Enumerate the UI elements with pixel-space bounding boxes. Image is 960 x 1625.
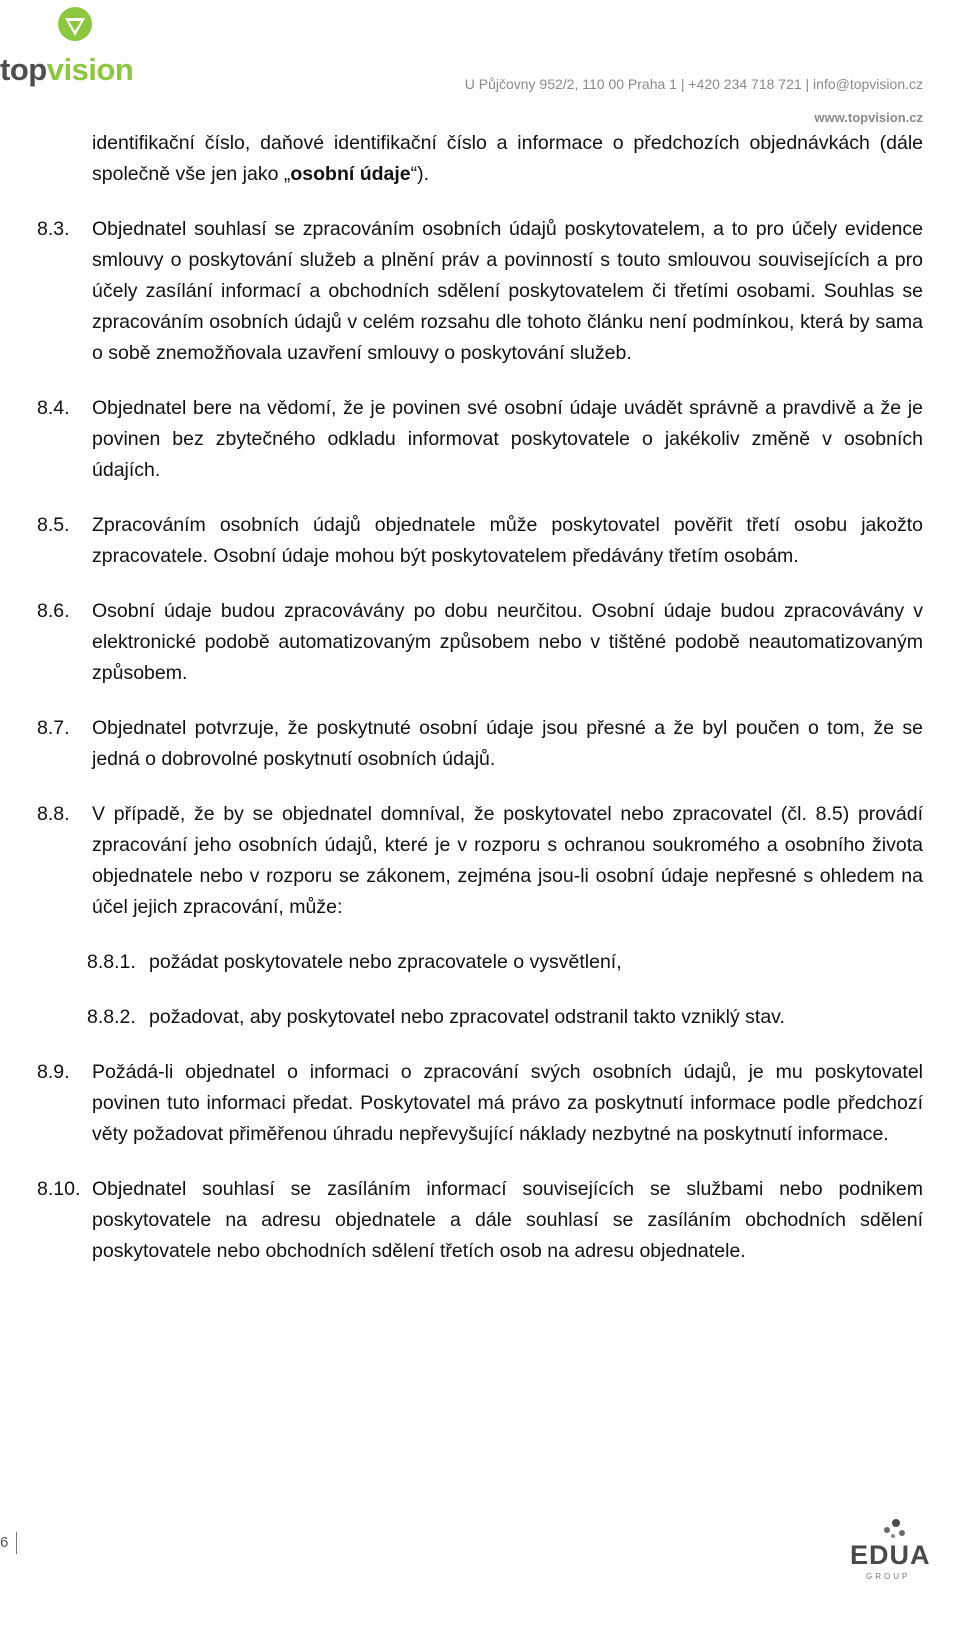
paragraph-number: 8.6. bbox=[37, 600, 70, 622]
page-number-text: 6 bbox=[0, 1533, 9, 1551]
paragraph-8-3 bbox=[37, 214, 923, 369]
edua-logo-mark-icon bbox=[862, 1518, 912, 1540]
page-number bbox=[0, 1532, 17, 1554]
document-body bbox=[37, 128, 923, 1291]
header-website: www.topvision.cz bbox=[814, 110, 923, 125]
paragraph-text: Osobní údaje budou zpracovávány po dobu neurčitou. Osobní údaje budou zpracovávány v elektronické podobě automatizovaným způsobem nebo v tištěné podobě neautomatizovaným způsobem. bbox=[92, 600, 923, 684]
intro-continuation bbox=[37, 128, 923, 190]
intro-text-end: “). bbox=[410, 163, 430, 185]
edua-group-text: GROUP bbox=[866, 1572, 911, 1581]
paragraph-8-8 bbox=[37, 799, 923, 923]
paragraph-8-4 bbox=[37, 393, 923, 486]
paragraph-8-7 bbox=[37, 713, 923, 775]
logo-wordmark bbox=[0, 54, 133, 85]
edua-logo-text: EDUA bbox=[850, 1540, 931, 1570]
header-address: U Půjčovny 952/2, 110 00 Praha 1 | +420 234 718 721 | info@topvision.cz bbox=[464, 76, 923, 92]
paragraph-8-6 bbox=[37, 596, 923, 689]
paragraph-8-9 bbox=[37, 1057, 923, 1150]
paragraph-text: Zpracováním osobních údajů objednatele může poskytovatel pověřit třetí osobu jakožto zpracovatele. Osobní údaje mohou být poskytovatelem předávány třetím osobám. bbox=[92, 514, 923, 567]
logo-top-text: top bbox=[0, 52, 47, 87]
subitem-text: požádat poskytovatele nebo zpracovatele o vysvětlení, bbox=[149, 951, 622, 973]
topvision-logo-mark-icon bbox=[57, 6, 93, 42]
paragraph-text: Objednatel potvrzuje, že poskytnuté osobní údaje jsou přesné a že byl poučen o tom, že se jedná o dobrovolné poskytnutí osobních údajů. bbox=[92, 717, 923, 770]
paragraph-text: Požádá-li objednatel o informaci o zpracování svých osobních údajů, je mu poskytovatel povinen tuto informaci předat. Poskytovatel má právo za poskytnutí informace podle předchozí věty požadovat přiměřenou úhradu nepřevyšující náklady nezbytné na poskytnutí informace. bbox=[92, 1061, 923, 1145]
intro-text: identifikační číslo, daňové identifikační číslo a informace o předchozích objednávkách (dále společně vše jen jako „ bbox=[92, 132, 923, 185]
paragraph-number: 8.8. bbox=[37, 803, 70, 825]
paragraph-text: Objednatel souhlasí se zasíláním informací souvisejících se službami nebo podnikem poskytovatele na adresu objednatele a dále souhlasí se zasíláním obchodních sdělení poskytovatele nebo obchodních sdělení třetích osob na adresu objednatele. bbox=[92, 1178, 923, 1262]
intro-bold-term: osobní údaje bbox=[290, 163, 411, 185]
paragraph-number: 8.3. bbox=[37, 218, 70, 240]
paragraph-number: 8.4. bbox=[37, 397, 70, 419]
topvision-logo bbox=[0, 2, 145, 90]
paragraph-number: 8.10. bbox=[37, 1178, 81, 1200]
paragraph-text: Objednatel bere na vědomí, že je povinen své osobní údaje uvádět správně a pravdivě a že je povinen bez zbytečného odkladu informovat poskytovatele o jakékoliv změně v osobních údajích. bbox=[92, 397, 923, 481]
paragraph-text: Objednatel souhlasí se zpracováním osobních údajů poskytovatelem, a to pro účely evidence smlouvy o poskytování služeb a plnění práv a povinností s touto smlouvou souvisejících a pro účely zasílání informací a obchodních sdělení poskytovatelem či třetími osobami. Souhlas se zpracováním osobních údajů v celém rozsahu dle tohoto článku není podmínkou, která by sama o sobě znemožňovala uzavření smlouvy o poskytování služeb. bbox=[92, 218, 923, 364]
paragraph-8-10 bbox=[37, 1174, 923, 1267]
paragraph-number: 8.9. bbox=[37, 1061, 70, 1083]
subitem-text: požadovat, aby poskytovatel nebo zpracovatel odstranil takto vzniklý stav. bbox=[149, 1006, 785, 1028]
paragraph-8-5 bbox=[37, 510, 923, 572]
logo-vision-text: vision bbox=[46, 52, 134, 87]
paragraph-number: 8.7. bbox=[37, 717, 70, 739]
page-number-divider bbox=[16, 1532, 17, 1554]
subitem-number: 8.8.2. bbox=[87, 1006, 136, 1028]
subitem-number: 8.8.1. bbox=[87, 951, 136, 973]
paragraph-text: V případě, že by se objednatel domníval, že poskytovatel nebo zpracovatel (čl. 8.5) provádí zpracování jeho osobních údajů, které je v rozporu s ochranou soukromého a osobního života objednatele nebo v rozporu se zákonem, zejména jsou-li osobní údaje nepřesné s ohledem na účel jejich zpracování, může: bbox=[92, 803, 923, 918]
paragraph-number: 8.5. bbox=[37, 514, 70, 536]
subitem-8-8-1 bbox=[87, 947, 923, 978]
edua-group-logo bbox=[850, 1518, 931, 1618]
subitem-8-8-2 bbox=[87, 1002, 923, 1033]
